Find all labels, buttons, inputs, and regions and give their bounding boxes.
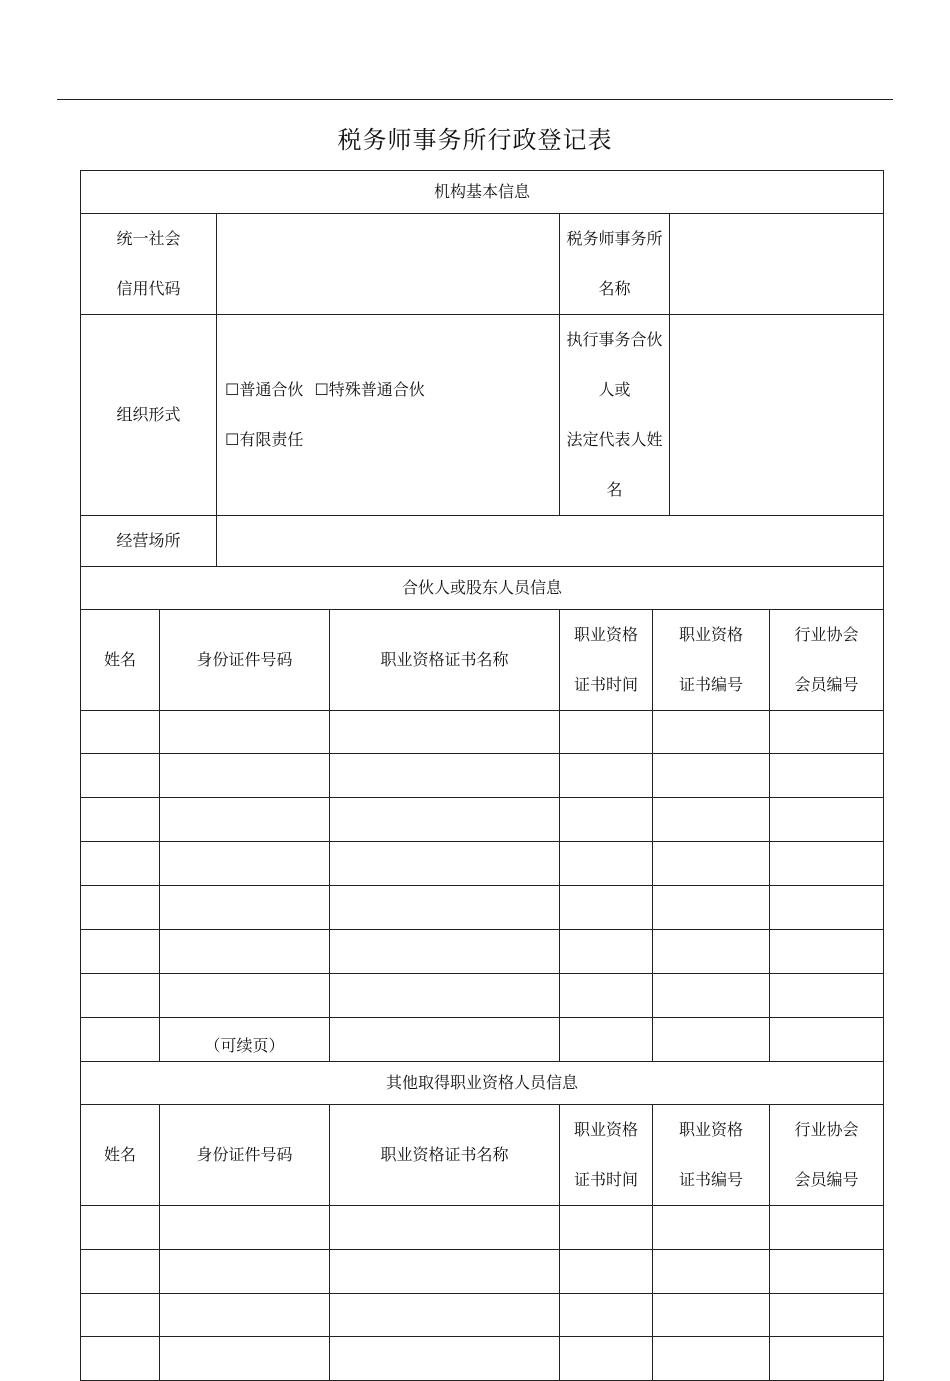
column-cert-time: 职业资格 证书时间 [560, 1105, 653, 1206]
column-cert-time: 职业资格 证书时间 [560, 610, 653, 711]
column-cert-number: 职业资格 证书编号 [653, 610, 770, 711]
section-other-qualified-info: 其他取得职业资格人员信息 [81, 1062, 884, 1105]
firm-name-field[interactable] [670, 214, 884, 315]
section-basic-info: 机构基本信息 [81, 171, 884, 214]
column-id-number: 身份证件号码 [160, 1105, 330, 1206]
other-header-row [81, 1105, 884, 1206]
table-row [81, 711, 884, 754]
org-form-label: 组织形式 [81, 315, 217, 516]
table-row [81, 886, 884, 930]
table-row [81, 754, 884, 798]
table-row [81, 1337, 884, 1381]
general-partnership-checkbox[interactable]: ☐普通合伙 [225, 380, 304, 399]
column-cert-number: 职业资格 证书编号 [653, 1105, 770, 1206]
credit-code-field[interactable] [217, 214, 560, 315]
table-row [81, 1294, 884, 1337]
column-name: 姓名 [81, 610, 160, 711]
table-row [81, 930, 884, 974]
table-row [81, 974, 884, 1018]
special-partnership-checkbox[interactable]: ☐特殊普通合伙 [314, 380, 425, 399]
partner-header-row [81, 610, 884, 711]
column-member-number: 行业协会 会员编号 [770, 610, 884, 711]
managing-partner-field[interactable] [670, 315, 884, 516]
column-cert-name: 职业资格证书名称 [330, 1105, 560, 1206]
org-form-options [217, 315, 560, 516]
registration-form-table [80, 170, 884, 1381]
section-partner-info: 合伙人或股东人员信息 [81, 567, 884, 610]
firm-name-label: 税务师事务所名称 [560, 214, 670, 315]
table-row [81, 1206, 884, 1250]
limited-liability-checkbox[interactable]: ☐有限责任 [225, 430, 304, 449]
column-cert-name: 职业资格证书名称 [330, 610, 560, 711]
column-member-number: 行业协会 会员编号 [770, 1105, 884, 1206]
managing-partner-label: 执行事务合伙人或 法定代表人姓名 [560, 315, 670, 516]
credit-code-label: 统一社会 信用代码 [81, 214, 217, 315]
table-row [81, 842, 884, 886]
document-title: 税务师事务所行政登记表 [337, 126, 613, 154]
continue-page-note: （可续页） [160, 1018, 330, 1062]
column-name: 姓名 [81, 1105, 160, 1206]
premises-field[interactable] [217, 516, 884, 567]
table-row [81, 1018, 884, 1062]
table-row [81, 798, 884, 842]
premises-label: 经营场所 [81, 516, 217, 567]
top-rule [57, 99, 893, 100]
column-id-number: 身份证件号码 [160, 610, 330, 711]
table-row [81, 1250, 884, 1294]
